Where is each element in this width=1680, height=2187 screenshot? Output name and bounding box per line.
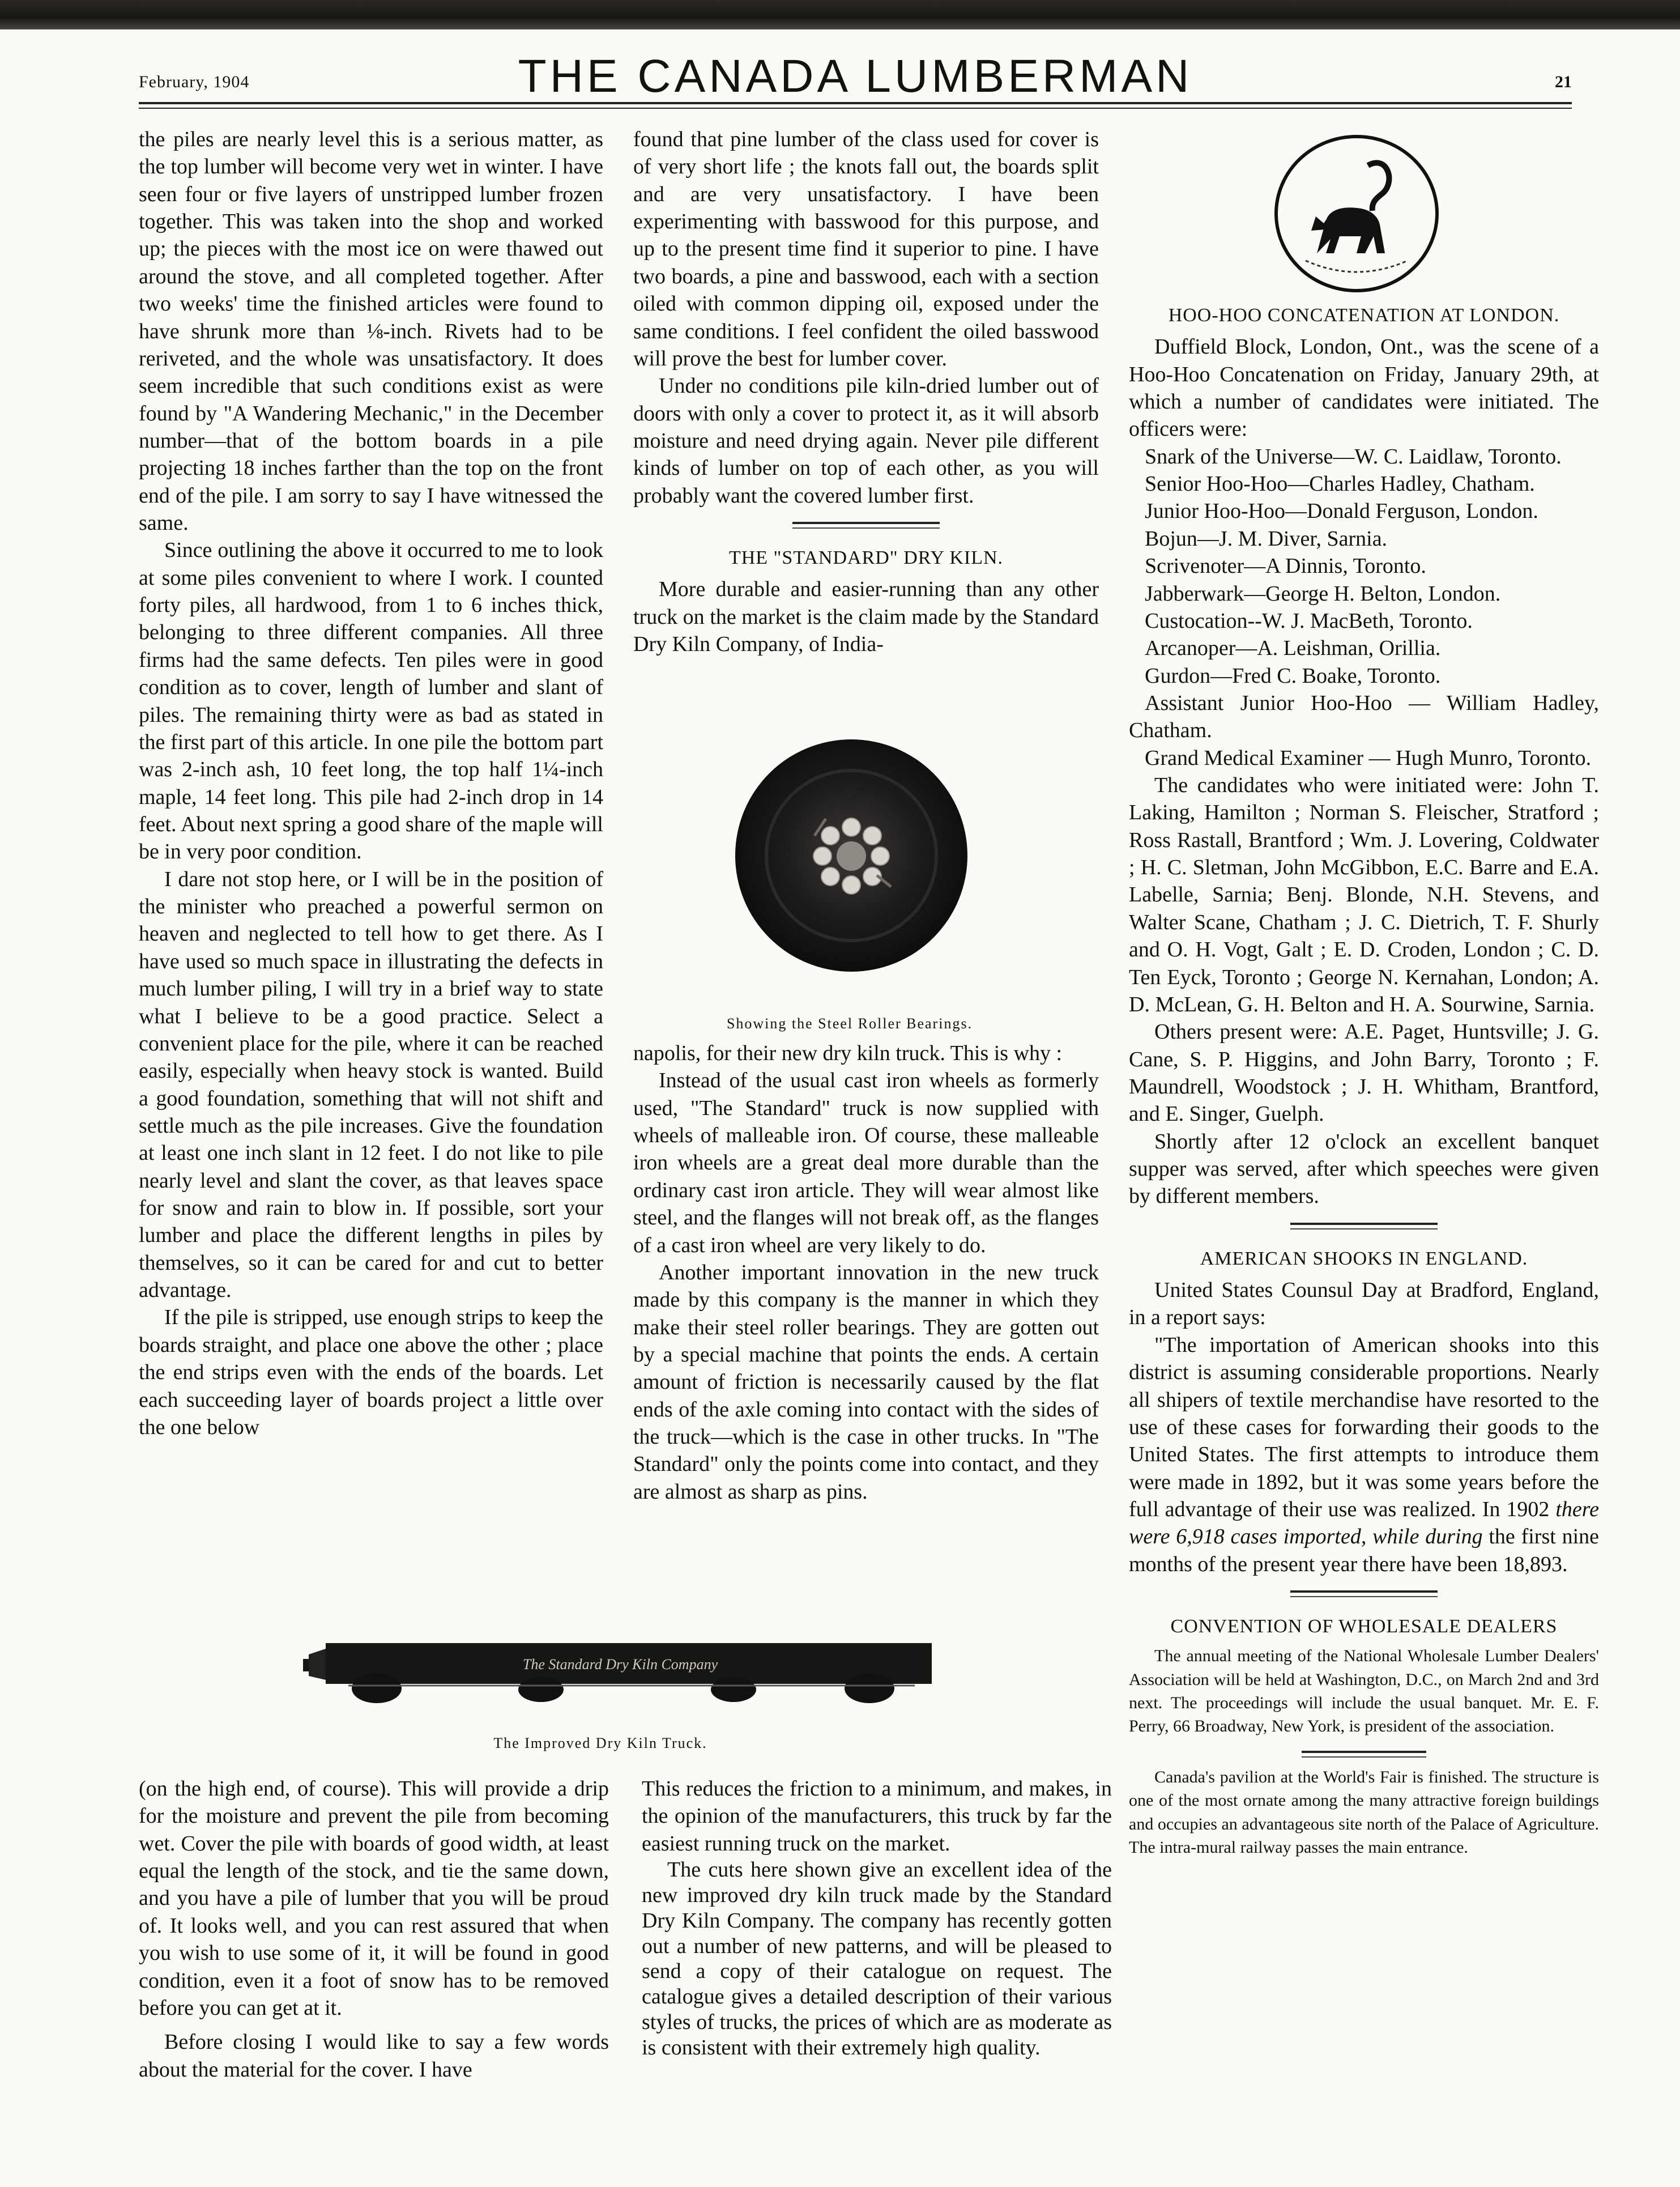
dry-kiln-truck-image	[303, 1632, 949, 1717]
paragraph: If the pile is stripped, use enough strips to keep the boards straight, and place one above the other ; place the end strips even with the ends of the boards. Let each succeeding layer of boards project a little over the one below	[139, 1305, 603, 1439]
column-1-bottom	[139, 1775, 609, 2083]
list-item: Jabberwark—George H. Belton, London.	[1145, 581, 1501, 606]
wheel-figure-caption: Showing the Steel Roller Bearings.	[726, 1015, 973, 1032]
paragraph: Since outlining the above it occurred to me to look at some piles convenient to where I work. I counted forty piles, all hardwood, from 1 to 6 inches thick, belonging to three different companies. All three firms had the same defects. Ten piles were in good condition as to cover, length of lumber and slant of piles. The remaining thirty were as bad as stated in the first part of this article. In one pile the bottom part was 2-inch ash, 10 feet long, the top half 1¼-inch maple, 14 feet long. This pile had 2-inch drop in 14 feet. About next spring a good share of the maple will be in very poor condition.	[139, 538, 603, 864]
section-divider	[792, 522, 940, 529]
list-item: Gurdon—Fred C. Boake, Toronto.	[1145, 663, 1441, 688]
truck-figure-caption: The Improved Dry Kiln Truck.	[493, 1735, 707, 1751]
paragraph: Instead of the usual cast iron wheels as formerly used, "The Standard" truck is now supplied with wheels of malleable iron. Of course, these malleable iron wheels are a great deal more durable than the ordinary cast iron article. They will wear almost like steel, and the flanges will not break off, as the flanges of a cast iron wheel are very likely to do.	[633, 1069, 1099, 1257]
column-2-middle	[633, 1040, 1099, 1505]
list-item: Scrivenoter—A Dinnis, Toronto.	[1145, 554, 1426, 578]
list-item: Bojun—J. M. Diver, Sarnia.	[1145, 526, 1388, 551]
hoo-hoo-black-cat-emblem	[1272, 131, 1442, 296]
column-2-bottom	[642, 1775, 1112, 2061]
masthead-title: THE CANADA LUMBERMAN	[518, 50, 1193, 102]
column-1-top	[139, 126, 603, 1441]
paragraph: Another important innovation in the new truck made by this company is the manner in which they make their steel roller bearings. They are gotten out by a special machine that points the ends. A certain amount of friction is necessarily caused by the flat ends of the axle coming into contact with the sides of the truck—which is the case in other trucks. In "The Standard" only the points come into contact, and they are almost as sharp as pins.	[633, 1260, 1099, 1504]
section-heading: THE "STANDARD" DRY KILN.	[728, 547, 1004, 569]
paragraph: Before closing I would like to say a few words about the material for the cover. I have	[139, 2030, 609, 2082]
text-span: the first nine months of the present year there have been 18,893.	[1129, 1525, 1600, 1576]
list-item: Assistant Junior Hoo-Hoo — William Hadley, Chatham.	[1129, 691, 1599, 743]
paragraph: The candidates who were initiated were: John T. Laking, Hamilton ; Norman S. Fleischer, Stratford ; Ross Rastall, Brantford ; Wm. J. Lovering, Coldwater ; H. C. Sletman, John McGibbon, E.C. Barre and E.A. Labelle, Sarnia; Benj. Blonde, N.H. Stevens, and Walter Scane, Chatham ; J. C. Dietrich, T. F. Shurly and O. H. Vogt, Galt ; E. D. Croden, London ; C. D. Ten Eyck, Toronto ; George N. Kernahan, London; A. D. McLean, G. H. Belton and H. A. Sourwine, Sarnia.	[1129, 773, 1599, 1016]
paragraph: Shortly after 12 o'clock an excellent banquet supper was served, after which speeches were given by different members.	[1129, 1129, 1599, 1209]
section-heading: HOO-HOO CONCATENATION AT LONDON.	[1168, 305, 1560, 326]
section-heading: AMERICAN SHOOKS IN ENGLAND.	[1200, 1248, 1528, 1269]
paragraph: (on the high end, of course). This will provide a drip for the moisture and prevent the pile from becoming wet. Cover the pile with boards of good width, at least equal the length of the stock, and tie the same down, and you have a pile of lumber that you will be proud of. It looks well, and you can rest assured that when you wish to use some of it, it will be found in good condition, even it a foot of snow has to be removed before you can get at it.	[139, 1777, 609, 2020]
column-3	[1129, 303, 1599, 1859]
paragraph: found that pine lumber of the class used for cover is of very short life ; the knots fall out, the boards split and are very unsatisfactory. I have been experimenting with basswood for this purpose, and up to the present time find it superior to pine. I have two boards, a pine and basswood, each with a section oiled with common dipping oil, exposed under the same conditions. I feel confident the oiled basswood will prove the best for lumber cover.	[633, 127, 1099, 371]
section-divider	[1290, 1590, 1438, 1597]
page-number: 21	[1555, 73, 1572, 91]
issue-date: February, 1904	[139, 73, 250, 91]
header-rule-thin	[139, 108, 1572, 109]
paragraph: Others present were: A.E. Paget, Huntsville; J. G. Cane, S. P. Higgins, and John Barry, Toronto ; F. Maundrell, Woodstock ; J. H. Whitham, Brantford, and E. Singer, Guelph.	[1129, 1020, 1599, 1126]
paragraph: United States Counsul Day at Bradford, England, in a report says:	[1129, 1278, 1599, 1330]
section-divider	[1302, 1751, 1426, 1758]
list-item: Arcanoper—A. Leishman, Orillia.	[1145, 636, 1441, 661]
paragraph: Under no conditions pile kiln-dried lumber out of doors with only a cover to protect it, as it will absorb moisture and need drying again. Never pile different kinds of lumber on top of each other, as you will probably want the covered lumber first.	[633, 374, 1099, 508]
list-item: Snark of the Universe—W. C. Laidlaw, Toronto.	[1145, 444, 1562, 469]
paragraph	[1129, 1331, 1599, 1578]
paragraph: I dare not stop here, or I will be in the position of the minister who preached a powerful sermon on heaven and neglected to tell how to get there. As I have used so much space in illustrating the defects in much lumber piling, I will try in a brief way to state what I believe to be a good practice. Select a convenient place for the pile, where it can be reached easily, especially when heavy stock is wanted. Build a good foundation, something that will not shift and settle much as the pile increases. Give the foundation at least one inch slant in 12 feet. I do not like to pile nearly level and slant the cover, as that leaves space for snow and rain to blow in. If possible, sort your lumber and place the different lengths in piles by themselves, so it can be cared for and cut to better advantage.	[139, 867, 603, 1303]
paragraph: The annual meeting of the National Wholesale Lumber Dealers' Association will be held at Washington, D.C., on March 2nd and 3rd next. The proceedings will include the usual banquet. Mr. E. F. Perry, 66 Broadway, New York, is president of the association.	[1129, 1646, 1599, 1736]
paragraph: The cuts here shown give an excellent idea of the new improved dry kiln truck made by the Standard Dry Kiln Company. The company has recently gotten out a number of new patterns, and will be pleased to send a copy of their catalogue on request. The catalogue gives a detailed description of their various styles of trucks, the prices of which are as moderate as is consistent with their extremely high quality.	[642, 1858, 1112, 2060]
steel-roller-bearing-wheel-image	[730, 734, 973, 977]
paragraph: More durable and easier-running than any other truck on the market is the claim made by the Standard Dry Kiln Company, of India-	[633, 577, 1099, 657]
list-item: Junior Hoo-Hoo—Donald Ferguson, London.	[1145, 499, 1538, 524]
list-item: Senior Hoo-Hoo—Charles Hadley, Chatham.	[1145, 472, 1535, 496]
paragraph: Canada's pavilion at the World's Fair is finished. The structure is one of the most ornate among the many attractive foreign buildings and occupies an advantageous site north of the Palace of Agriculture. The intra-mural railway passes the main entrance.	[1129, 1767, 1599, 1857]
paragraph: This reduces the friction to a minimum, and makes, in the opinion of the manufacturers, this truck by far the easiest running truck on the market.	[642, 1777, 1112, 1856]
paragraph: napolis, for their new dry kiln truck. This is why :	[633, 1041, 1063, 1065]
paragraph: the piles are nearly level this is a serious matter, as the top lumber will become very wet in winter. I have seen four or five layers of unstripped lumber frozen together. This was taken into the shop and worked up; the pieces with the most ice on were thawed out around the stove, and all completed together. After two weeks' time the finished articles were found to have shrunk more than ⅛-inch. Rivets had to be reriveted, and the whole was unsatisfactory. It does seem incredible that such conditions exist as were found by "A Wandering Mechanic," in the December number—that of the bottom boards in a pile projecting 18 inches farther than the top on the front end of the pile. I am sorry to say I have witnessed the same.	[139, 127, 603, 535]
truck-side-lettering: The Standard Dry Kiln Company	[522, 1656, 718, 1673]
column-2-top	[633, 126, 1099, 658]
text-span: "The importation of American shooks into this district is assuming considerable proportions. Nearly all shipers of textile merchandise have resorted to the use of these cases for forwarding their goods to the United States. The first attempts to introduce them were made in 1892, but it was some years before the full advantage of their use was realized. In 1902	[1129, 1333, 1599, 1521]
header-rule	[139, 102, 1572, 104]
scan-top-band	[0, 0, 1680, 29]
paragraph: Duffield Block, London, Ont., was the scene of a Hoo-Hoo Concatenation on Friday, January 29th, at which a number of candidates were initiated. The officers were:	[1129, 335, 1599, 441]
section-heading: CONVENTION OF WHOLESALE DEALERS	[1170, 1616, 1558, 1637]
list-item: Grand Medical Examiner — Hugh Munro, Toronto.	[1145, 746, 1592, 770]
officers-list	[1129, 443, 1599, 772]
list-item: Custocation--W. J. MacBeth, Toronto.	[1145, 609, 1473, 633]
italic-text: there were 6,918 cases imported, while during	[1129, 1497, 1599, 1549]
section-divider	[1290, 1223, 1438, 1229]
